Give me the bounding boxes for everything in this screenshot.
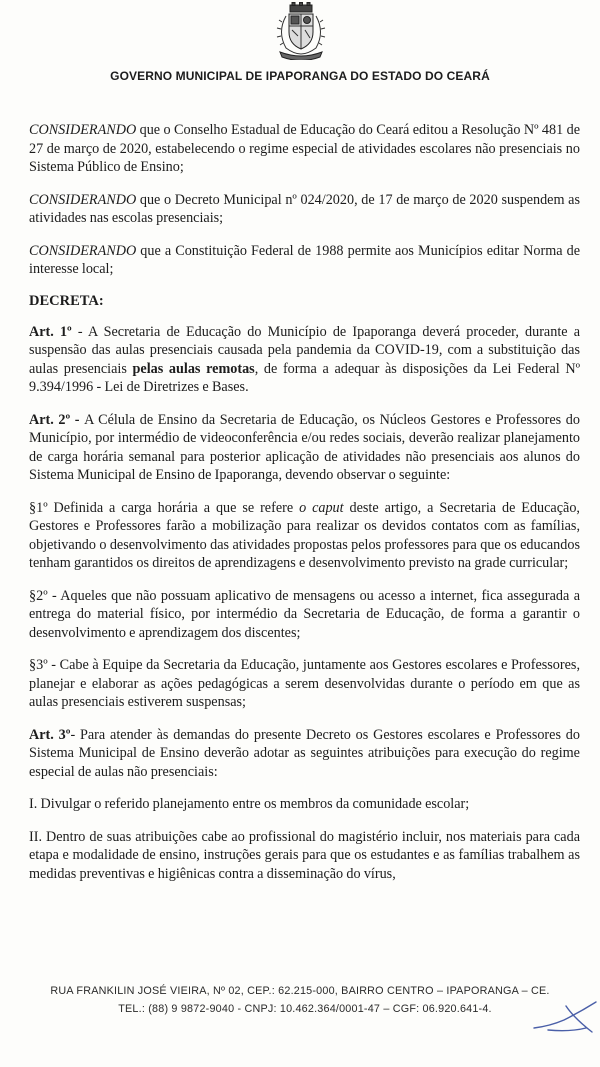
decree-body [29,121,580,897]
footer-contact [0,982,600,1018]
coat-of-arms-icon [272,2,330,60]
paragraph-1-caput: o caput [299,499,344,516]
paragraph-3: §3º - Cabe à Equipe da Secretaria da Educação, juntamente aos Gestores escolares e Professores, planejar e elaborar as ações pedagógicas a serem desenvolvidas durante o período em que as aulas presenciais estiverem suspensas; [29,657,580,710]
considerando-2 [29,191,580,228]
article-3 [29,726,580,782]
considerando-text: que o Decreto Municipal nº 024/2020, de 17 de março de 2020 suspendem as atividades nas escolas presenciais; [29,191,580,226]
article-2-lead: Art. 2º - [29,411,85,428]
considerando-lead: CONSIDERANDO [29,191,137,208]
considerando-text: que o Conselho Estadual de Educação do Ceará editou a Resolução Nº 481 de 27 de março de 2020, estabelecendo o regime especial de atividades escolares não presenciais no Sistema Público de Ensino; [29,122,580,175]
article-1-emphasis: pelas aulas remotas [132,360,255,377]
decreta-heading: DECRETA: [29,292,104,309]
article-1-lead: Art. 1º [29,323,72,340]
considerando-3 [29,242,580,279]
considerando-1 [29,121,580,177]
article-1-text-b: , de forma a adequar às disposições da Lei Federal Nº 9.394/1996 - Lei de Diretrizes e Bases. [29,360,581,395]
paragraph-1-text-a: §1º Definida a carga horária a que se refere [29,499,300,516]
article-3-lead: Art. 3º [29,726,71,743]
article-1 [29,323,580,397]
paragraph-1 [29,499,580,573]
paragraph-2: §2º - Aqueles que não possuam aplicativo de mensagens ou acesso a internet, fica assegurada a entrega do material físico, por intermédio da Secretaria de Educação, de forma a garantir o desenvolvimento e aprendizagem dos discentes; [29,587,580,641]
item-2: II. Dentro de suas atribuições cabe ao profissional do magistério incluir, nos materiais para cada etapa e modalidade de ensino, instruções gerais para que os estudantes e as famílias trabalhem as medidas preventivas e higiênicas contra a disseminação do vírus, [29,828,580,882]
paragraph-1-text-b: deste artigo, a Secretaria de Educação, Gestores e Professores farão a mobilização para realizar os devidos contatos com as famílias, objetivando o desenvolvimento das atividades propostas pelos professores para que os educandos tenham garantidos os direitos de aprendizagens e desenvolvimento previsto na grade curricular; [29,499,580,571]
article-2-text: A Célula de Ensino da Secretaria de Educação, os Núcleos Gestores e Professores do Município, por intermédio de videoconferência e/ou redes sociais, deverão realizar planejamento de carga horária semanal para posterior aplicação de atividades não presenciais aos alunos do Sistema Municipal de Ensino de Ipaporanga, devendo observar o seguinte: [29,411,580,483]
government-header-title: GOVERNO MUNICIPAL DE IPAPORANGA DO ESTADO DO CEARÁ [110,69,490,83]
footer-contacts: TEL.: (88) 9 9872-9040 - CNPJ: 10.462.364/0001-47 – CGF: 06.920.641-4. [118,1003,492,1015]
considerando-lead: CONSIDERANDO [29,122,137,138]
item-1: I. Divulgar o referido planejamento entre os membros da comunidade escolar; [29,796,470,812]
considerando-lead: CONSIDERANDO [29,242,137,259]
footer-address: RUA FRANKILIN JOSÉ VIEIRA, Nº 02, CEP.: 62.215-000, BAIRRO CENTRO – IPAPORANGA – CE. [50,985,550,997]
signature-mark [530,996,600,1036]
article-2 [29,411,580,485]
considerando-text: que a Constituição Federal de 1988 permite aos Municípios editar Norma de interesse local; [29,242,580,277]
article-1-text-a: - A Secretaria de Educação do Município de Ipaporanga deverá proceder, durante a suspensão das aulas presenciais causada pela pandemia da COVID-19, com a substituição das aulas presenciais [29,323,581,377]
article-3-text: - Para atender às demandas do presente Decreto os Gestores escolares e Professores do Sistema Municipal de Ensino deverão adotar as seguintes atribuições para execução do regime especial de aulas não presenciais: [29,726,580,780]
